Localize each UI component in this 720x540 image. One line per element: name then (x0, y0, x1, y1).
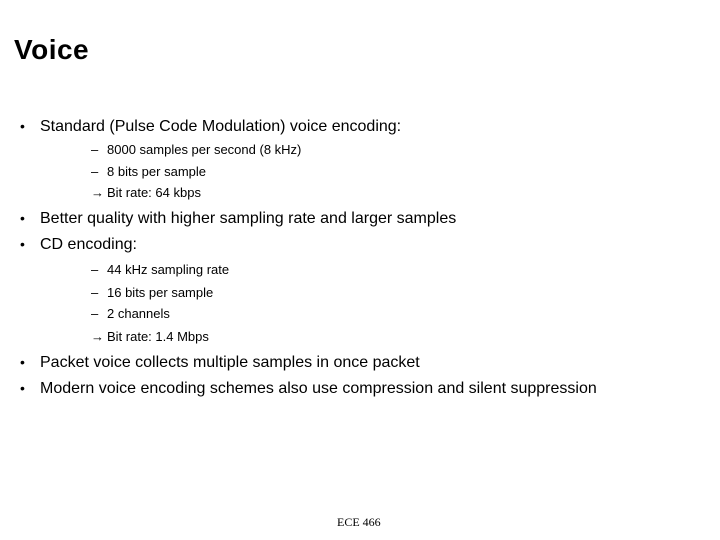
sub-bullet-text: 8000 samples per second (8 kHz) (107, 142, 302, 157)
sub-bullet-item (91, 184, 201, 202)
bullet-icon: • (20, 210, 25, 226)
bullet-item (20, 208, 456, 229)
bullet-text: Packet voice collects multiple samples in once packet (40, 354, 420, 371)
slide-title: Voice (14, 34, 90, 65)
sub-bullet-item (91, 261, 229, 279)
dash-icon: – (91, 306, 99, 321)
bullet-icon: • (20, 118, 25, 134)
sub-bullet-item (91, 284, 213, 302)
dash-icon: – (91, 262, 99, 277)
dash-icon: – (91, 285, 99, 300)
bullet-item (20, 234, 137, 255)
bullet-item (20, 116, 401, 137)
bullet-item (20, 352, 420, 373)
sub-bullet-item (91, 305, 170, 323)
sub-bullet-text: 44 kHz sampling rate (107, 262, 230, 277)
sub-bullet-text: Bit rate: 1.4 Mbps (107, 329, 209, 344)
sub-bullet-item (91, 141, 301, 159)
sub-bullet-text: Bit rate: 64 kbps (107, 185, 201, 200)
sub-bullet-text: 8 bits per sample (107, 164, 206, 179)
bullet-text: Standard (Pulse Code Modulation) voice encoding: (40, 118, 402, 135)
bullet-text: Modern voice encoding schemes also use compression and silent suppression (40, 380, 597, 397)
sub-bullet-text: 16 bits per sample (107, 285, 214, 300)
sub-bullet-item (91, 163, 206, 181)
bullet-icon: • (20, 354, 25, 370)
bullet-text: Better quality with higher sampling rate and larger samples (40, 210, 457, 227)
bullet-text: CD encoding: (40, 236, 137, 253)
dash-icon: – (91, 164, 99, 179)
bullet-icon: • (20, 236, 25, 252)
dash-icon: – (91, 142, 99, 157)
bullet-icon: • (20, 380, 25, 396)
slide-footer: ECE 466 (337, 515, 381, 529)
sub-bullet-item (91, 328, 209, 346)
bullet-item (20, 378, 597, 399)
sub-bullet-text: 2 channels (107, 306, 170, 321)
arrow-right-icon: → (91, 185, 104, 200)
arrow-right-icon: → (91, 329, 104, 344)
